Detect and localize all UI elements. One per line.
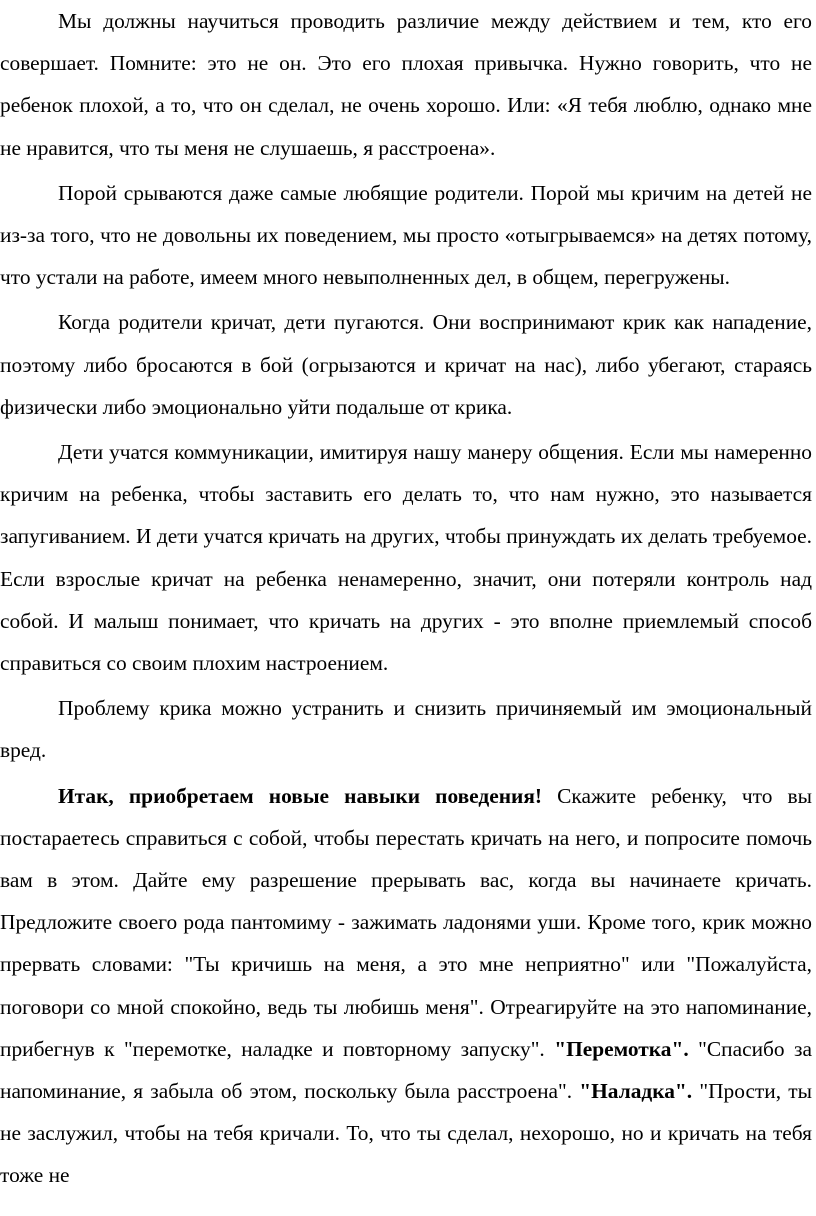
paragraph-2: Порой срываются даже самые любящие родители. Порой мы кричим на детей не из-за того, что не довольны их поведением, мы просто «отыгрываемся» на детях потому, что устали на работе, имеем много невыполненных дел, в общем, перегружены. (0, 180, 812, 290)
paragraph-6-part-1: Скажите ребенку, что вы постараетесь справиться с собой, чтобы перестать кричать на него, и попросите помочь вам в этом. Дайте ему разрешение прерывать вас, когда вы начинаете кричать. Предложите своего рода пантомиму - зажимать ладонями уши. Кроме того, крик можно прервать словами: "Ты кричишь на меня, а это мне неприятно" или "Пожалуйста, поговори со мной спокойно, ведь ты любишь меня". Отреагируйте на это напоминание, прибегнув к "перемотке, наладке и повторному запуску". (0, 783, 812, 1061)
bold-lead-phrase: Итак, приобретаем новые навыки поведения! (58, 783, 543, 808)
paragraph-4: Дети учатся коммуникации, имитируя нашу манеру общения. Если мы намеренно кричим на ребенка, чтобы заставить его делать то, что нам нужно, это называется запугиванием. И дети учатся кричать на других, чтобы принуждать их делать требуемое. Если взрослые кричат на ребенка ненамеренно, значит, они потеряли контроль над собой. И малыш понимает, что кричать на других - это вполне приемлемый способ справиться со своим плохим настроением. (0, 440, 812, 676)
paragraph-6-part-2: "Спасибо за напоминание, я забыла об этом, поскольку была расстроена". (0, 1036, 812, 1104)
bold-adjust-phrase: "Наладка". (579, 1079, 693, 1104)
paragraph-5: Проблему крика можно устранить и снизить причиняемый им эмоциональный вред. (0, 696, 812, 763)
paragraph-1: Мы должны научиться проводить различие между действием и тем, кто его совершает. Помните: это не он. Это его плохая привычка. Нужно говорить, что не ребенок плохой, а то, что он сделал, не очень хорошо. Или: «Я тебя люблю, однако мне не нравится, что ты меня не слушаешь, я расстроена». (0, 9, 812, 160)
bold-rewind-phrase: "Перемотка". (554, 1036, 689, 1061)
paragraph-3: Когда родители кричат, дети пугаются. Они воспринимают крик как нападение, поэтому либо бросаются в бой (огрызаются и кричат на нас), либо убегают, стараясь физически либо эмоционально уйти подальше от крика. (0, 310, 812, 419)
paragraph-6 (0, 775, 812, 1197)
paragraph-6-part-3: "Прости, ты не заслужил, чтобы на тебя кричали. То, что ты сделал, нехорошо, но и кричать на тебя тоже не (0, 1079, 812, 1188)
